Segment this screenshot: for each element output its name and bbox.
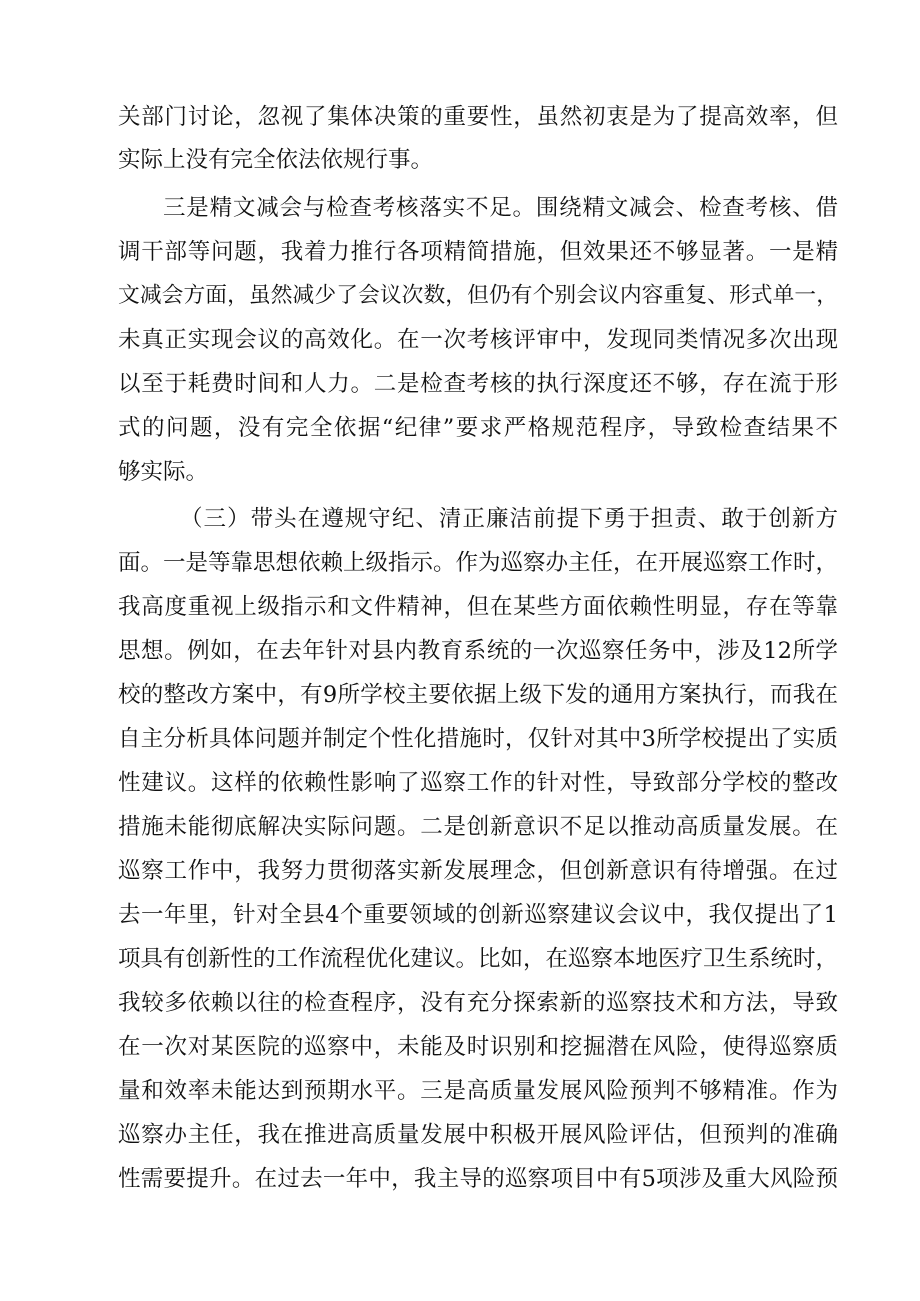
text-line: 三是精文减会与检查考核落实不足。围绕精文减会、检查考核、借 xyxy=(163,195,838,221)
text-line: 我高度重视上级指示和文件精神，但在某些方面依赖性明显，存在等靠 xyxy=(118,594,838,620)
text-line: 思想。例如，在去年针对县内教育系统的一次巡察任务中，涉及12所学 xyxy=(118,638,838,664)
text-line: 我较多依赖以往的检查程序，没有充分探索新的巡察技术和方法，导致 xyxy=(118,990,838,1016)
text-line: （三）带头在遵规守纪、清正廉洁前提下勇于担责、敢于创新方 xyxy=(180,506,838,532)
text-line: 在一次对某医院的巡察中，未能及时识别和挖掘潜在风险，使得巡察质 xyxy=(118,1034,838,1060)
text-line: 性需要提升。在过去一年中，我主导的巡察项目中有5项涉及重大风险预 xyxy=(118,1166,838,1192)
text-line: 未真正实现会议的高效化。在一次考核评审中，发现同类情况多次出现 xyxy=(118,327,838,353)
text-line: 量和效率未能达到预期水平。三是高质量发展风险预判不够精准。作为 xyxy=(118,1078,838,1104)
text-line: 式的问题，没有完全依据“纪律”要求严格规范程序，导致检查结果不 xyxy=(118,415,838,441)
text-line: 去一年里，针对全县4个重要领域的创新巡察建议会议中，我仅提出了1 xyxy=(118,902,838,928)
text-line: 文减会方面，虽然减少了会议次数，但仍有个别会议内容重复、形式单一， xyxy=(118,283,838,308)
text-line: 自主分析具体问题并制定个性化措施时，仅针对其中3所学校提出了实质 xyxy=(118,726,838,752)
text-line: 关部门讨论，忽视了集体决策的重要性，虽然初衷是为了提高效率，但 xyxy=(118,104,838,130)
text-line: 面。一是等靠思想依赖上级指示。作为巡察办主任，在开展巡察工作时， xyxy=(118,550,839,576)
text-line: 调干部等问题，我着力推行各项精简措施，但效果还不够显著。一是精 xyxy=(118,239,838,265)
text-line: 项具有创新性的工作流程优化建议。比如，在巡察本地医疗卫生系统时， xyxy=(118,946,839,972)
text-line: 巡察办主任，我在推进高质量发展中积极开展风险评估，但预判的准确 xyxy=(118,1122,838,1148)
text-line: 以至于耗费时间和人力。二是检查考核的执行深度还不够，存在流于形 xyxy=(118,371,838,397)
text-line: 措施未能彻底解决实际问题。二是创新意识不足以推动高质量发展。在 xyxy=(118,814,838,840)
text-line: 性建议。这样的依赖性影响了巡察工作的针对性，导致部分学校的整改 xyxy=(118,770,838,796)
text-line: 巡察工作中，我努力贯彻落实新发展理念，但创新意识有待增强。在过 xyxy=(118,858,838,884)
text-line: 实际上没有完全依法依规行事。 xyxy=(118,147,434,173)
text-line: 校的整改方案中，有9所学校主要依据上级下发的通用方案执行，而我在 xyxy=(118,682,838,708)
text-line: 够实际。 xyxy=(118,459,209,485)
